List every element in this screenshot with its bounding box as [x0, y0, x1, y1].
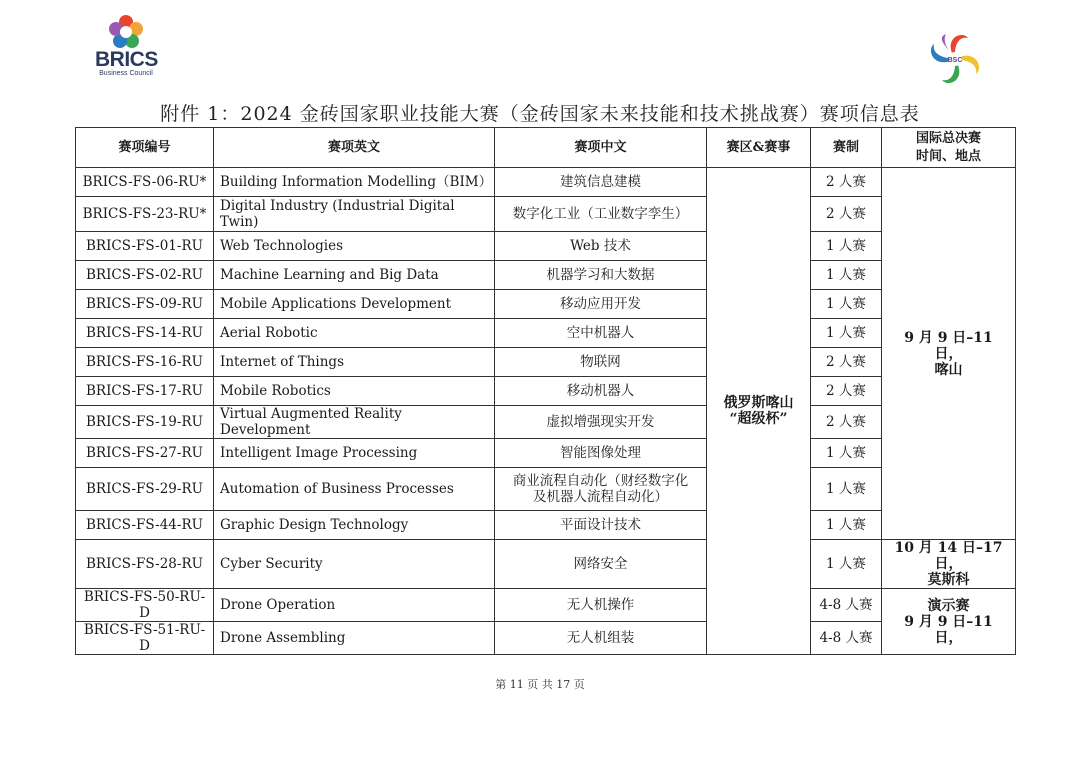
cell-format: 1 人赛	[811, 540, 882, 589]
cell-format: 1 人赛	[811, 232, 882, 261]
table-row	[76, 468, 1016, 511]
cell-english: Automation of Business Processes	[214, 468, 495, 511]
header-code: 赛项编号	[76, 128, 214, 168]
region-line1: 俄罗斯喀山	[723, 395, 794, 411]
bsc-swirl-logo-icon	[922, 28, 988, 90]
table-row	[76, 439, 1016, 468]
cell-format: 1 人赛	[811, 511, 882, 540]
table-row	[76, 197, 1016, 232]
cell-format: 1 人赛	[811, 468, 882, 511]
header-final-line1: 国际总决赛	[915, 130, 981, 146]
cell-chinese: Web 技术	[495, 232, 707, 261]
cell-chinese: 无人机操作	[495, 589, 707, 622]
cell-english: Drone Operation	[214, 589, 495, 622]
cell-code: BRICS-FS-44-RU	[76, 511, 214, 540]
cell-chinese: 无人机组装	[495, 622, 707, 655]
cell-code: BRICS-FS-14-RU	[76, 319, 214, 348]
cell-english: Machine Learning and Big Data	[214, 261, 495, 290]
header-region: 赛区&赛事	[707, 128, 811, 168]
table-row	[76, 290, 1016, 319]
header-final	[882, 128, 1016, 168]
cell-final-kazan	[882, 168, 1016, 540]
cell-english: Digital Industry (Industrial Digital Twin)	[214, 197, 495, 232]
cell-code: BRICS-FS-06-RU*	[76, 168, 214, 197]
table-row	[76, 377, 1016, 406]
table-row	[76, 589, 1016, 622]
final-moscow-line2: 莫斯科	[927, 572, 970, 588]
cell-chinese: 移动机器人	[495, 377, 707, 406]
cell-format: 1 人赛	[811, 261, 882, 290]
cell-region-merged	[707, 168, 811, 655]
brics-business-council-logo	[95, 14, 157, 86]
cell-english: Internet of Things	[214, 348, 495, 377]
cell-code: BRICS-FS-50-RU-D	[76, 589, 214, 622]
bsc-mark-text: BSC	[947, 57, 963, 64]
cell-code: BRICS-FS-01-RU	[76, 232, 214, 261]
cell-code: BRICS-FS-27-RU	[76, 439, 214, 468]
cell-code: BRICS-FS-29-RU	[76, 468, 214, 511]
cell-format: 2 人赛	[811, 377, 882, 406]
cell-english: Web Technologies	[214, 232, 495, 261]
brics-brand-text: BRICS	[95, 48, 158, 71]
cell-chinese: 建筑信息建模	[495, 168, 707, 197]
cell-chinese: 网络安全	[495, 540, 707, 589]
table-row	[76, 348, 1016, 377]
table-row	[76, 261, 1016, 290]
competition-info-table	[75, 127, 1016, 655]
page-number-footer: 第 11 页 共 17 页	[495, 678, 585, 691]
cell-format: 2 人赛	[811, 197, 882, 232]
cell-chinese: 移动应用开发	[495, 290, 707, 319]
business-council-text: Business Council	[99, 70, 153, 77]
cell-format: 4-8 人赛	[811, 589, 882, 622]
cell-format: 1 人赛	[811, 290, 882, 319]
document-title: 附件 1：2024 金砖国家职业技能大赛（金砖国家未来技能和技术挑战赛）赛项信息表	[160, 103, 920, 125]
final-demo-line1: 演示赛	[927, 597, 970, 614]
brics-flower-logo-icon	[108, 14, 144, 50]
cell-chinese: 物联网	[495, 348, 707, 377]
header-format: 赛制	[811, 128, 882, 168]
cell-chinese-line1: 商业流程自动化（财经数字化	[512, 473, 689, 489]
cell-english: Cyber Security	[214, 540, 495, 589]
cell-code: BRICS-FS-17-RU	[76, 377, 214, 406]
cell-chinese	[495, 468, 707, 511]
cell-format: 1 人赛	[811, 439, 882, 468]
cell-code: BRICS-FS-16-RU	[76, 348, 214, 377]
table-header-row	[76, 128, 1016, 168]
cell-code: BRICS-FS-23-RU*	[76, 197, 214, 232]
region-line2: “超级杯”	[729, 411, 788, 427]
table-row	[76, 232, 1016, 261]
cell-english: Building Information Modelling（BIM）	[214, 168, 495, 197]
cell-final-demo	[882, 589, 1016, 655]
cell-chinese: 虚拟增强现实开发	[495, 406, 707, 439]
cell-code: BRICS-FS-02-RU	[76, 261, 214, 290]
cell-format: 4-8 人赛	[811, 622, 882, 655]
bsc-swirl-logo	[922, 28, 988, 90]
table-row	[76, 540, 1016, 589]
cell-english: Intelligent Image Processing	[214, 439, 495, 468]
cell-code: BRICS-FS-09-RU	[76, 290, 214, 319]
table-row	[76, 168, 1016, 197]
table-row	[76, 511, 1016, 540]
cell-chinese: 空中机器人	[495, 319, 707, 348]
cell-english: Graphic Design Technology	[214, 511, 495, 540]
cell-format: 2 人赛	[811, 348, 882, 377]
cell-chinese: 机器学习和大数据	[495, 261, 707, 290]
header-chinese: 赛项中文	[495, 128, 707, 168]
cell-chinese: 智能图像处理	[495, 439, 707, 468]
cell-chinese-line2: 及机器人流程自动化）	[533, 489, 668, 505]
header-final-line2: 时间、地点	[915, 148, 981, 164]
final-kazan-line1: 9 月 9 日–11 日，	[904, 329, 993, 362]
cell-english: Virtual Augmented Reality Development	[214, 406, 495, 439]
cell-english: Drone Assembling	[214, 622, 495, 655]
cell-format: 2 人赛	[811, 168, 882, 197]
cell-english: Mobile Robotics	[214, 377, 495, 406]
table-row	[76, 319, 1016, 348]
final-moscow-line1: 10 月 14 日–17 日，	[894, 540, 1003, 572]
cell-final-moscow	[882, 540, 1016, 589]
cell-chinese: 数字化工业（工业数字孪生）	[495, 197, 707, 232]
table-row	[76, 406, 1016, 439]
cell-code: BRICS-FS-51-RU-D	[76, 622, 214, 655]
cell-format: 1 人赛	[811, 319, 882, 348]
cell-format: 2 人赛	[811, 406, 882, 439]
header-english: 赛项英文	[214, 128, 495, 168]
final-kazan-line2: 喀山	[934, 361, 963, 378]
cell-english: Aerial Robotic	[214, 319, 495, 348]
cell-chinese: 平面设计技术	[495, 511, 707, 540]
cell-english: Mobile Applications Development	[214, 290, 495, 319]
final-demo-line2: 9 月 9 日–11 日，	[904, 613, 993, 646]
cell-code: BRICS-FS-28-RU	[76, 540, 214, 589]
table-row	[76, 622, 1016, 655]
cell-code: BRICS-FS-19-RU	[76, 406, 214, 439]
